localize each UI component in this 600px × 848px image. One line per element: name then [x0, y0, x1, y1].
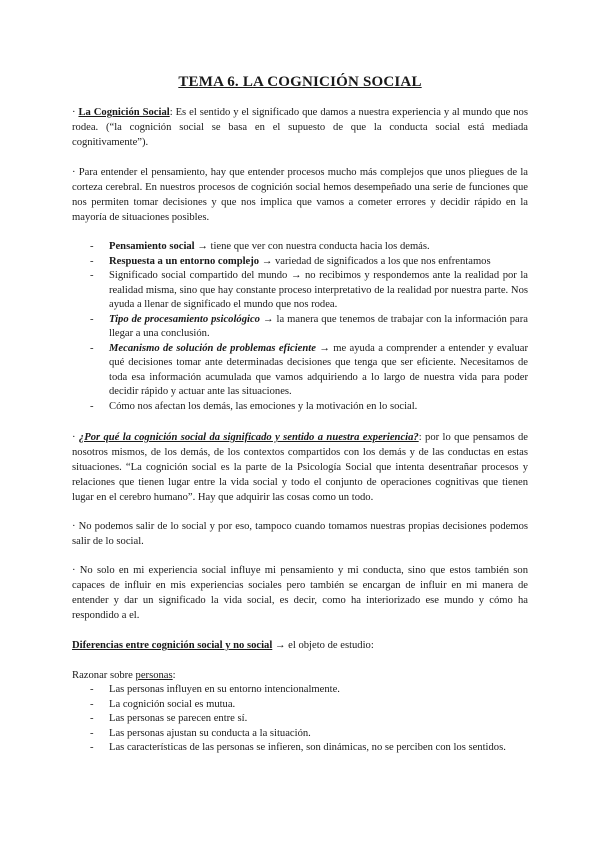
dash-marker: - [90, 713, 94, 724]
list-item [90, 698, 528, 713]
razonar-lead: Razonar sobre [72, 670, 136, 681]
list-item [90, 342, 528, 400]
list-item-term: Respuesta a un entorno complejo [109, 255, 260, 267]
dash-marker: - [90, 255, 94, 267]
list-item-text: Cómo nos afectan los demás, las emociones y la motivación en lo social. [109, 400, 418, 412]
list-item-term: Tipo de procesamiento psicológico [109, 313, 260, 325]
list-item-term: Pensamiento social [109, 241, 195, 252]
paragraph-diferencias [72, 638, 528, 653]
dash-marker: - [90, 742, 94, 753]
list-item [90, 240, 528, 255]
list-item [90, 313, 528, 342]
features-list [72, 240, 528, 414]
list-item [90, 712, 528, 727]
list-item [90, 255, 528, 270]
list-item-text: → tiene que ver con nuestra conducta hacia los demás. [194, 241, 430, 252]
dash-marker: - [90, 400, 94, 412]
diferencias-heading: Diferencias entre cognición social y no social [72, 640, 273, 651]
persons-list [72, 683, 528, 756]
list-item-text: → me ayuda a comprender a entender y evaluar qué decisiones tomar ante determinadas decisiones que tenga que ser eficiente. Necesitamos de toda esa información acumulada que vamos adquiriendo a lo largo de nuestra vida para poder decidir rápido y actuar ante las situaciones. [109, 342, 528, 397]
paragraph-no-salir: · No podemos salir de lo social y por eso, tampoco cuando tomamos nuestras propias decisiones podemos salir de lo social. [72, 521, 528, 547]
bullet-dot: · [72, 432, 79, 443]
definition-text: : Es el sentido y el significado que damos a nuestra experiencia y al mundo que nos rodea. (“la cognición social se basa en el supuesto de que la conducta social está mediada cognitivamente”). [72, 107, 528, 148]
list-item [90, 400, 528, 415]
list-item-text: La cognición social es mutua. [109, 698, 236, 710]
list-item [90, 683, 528, 698]
list-item [90, 269, 528, 313]
question-heading: ¿Por qué la cognición social da significado y sentido a nuestra experiencia? [78, 432, 419, 443]
paragraph-influencia: · No solo en mi experiencia social influye mi pensamiento y mi conducta, sino que estos también son capaces de influir en mis experiencias sociales pero también se encargan de influir en mi manera de entender y dar un significado la vida social, es decir, como ha interiorizado ese mundo y cómo ha respondido a el. [72, 565, 528, 621]
list-item-text: → la manera que tenemos de trabajar con la información para llegar a una conclusión. [109, 313, 528, 339]
list-item-term: Mecanismo de solución de problemas eficiente [109, 342, 316, 354]
list-item-text: → variedad de significados a los que nos enfrentamos [259, 255, 491, 267]
diferencias-text: → el objeto de estudio: [272, 640, 374, 651]
list-item [90, 727, 528, 742]
list-item-text: Las personas se parecen entre sí. [109, 713, 248, 724]
dash-marker: - [90, 270, 94, 281]
dash-marker: - [90, 698, 94, 710]
list-item-text: Las personas influyen en su entorno intencionalmente. [109, 684, 340, 695]
dash-marker: - [90, 342, 94, 354]
document-title: TEMA 6. LA COGNICIÓN SOCIAL [178, 74, 422, 90]
paragraph-question [72, 430, 528, 505]
list-item [90, 741, 528, 756]
dash-marker: - [90, 684, 94, 695]
dash-marker: - [90, 241, 94, 252]
term-personas: personas [135, 670, 173, 681]
bullet-dot: · [72, 107, 79, 118]
list-item-text: Las características de las personas se infieren, son dinámicas, no se perciben con los sentidos. [109, 742, 506, 753]
dash-marker: - [90, 727, 94, 739]
paragraph-pensamiento: · Para entender el pensamiento, hay que entender procesos mucho más complejos que unos pliegues de la corteza cerebral. En nuestros procesos de cognición social hemos desempeñado una serie de funciones que nos permiten tomar decisiones y que nos implica que vamos a cometer errores y decidir rápido en la mayoría de situaciones posibles. [72, 167, 528, 223]
dash-marker: - [90, 313, 94, 325]
paragraph-definition [72, 105, 528, 150]
razonar-colon: : [172, 670, 176, 681]
list-item-text: Significado social compartido del mundo → no recibimos y respondemos ante la realidad por la realidad misma, sino que hay constante proceso interpretativo de la realidad por nuestra parte. Nos ayuda a llenar de significado el mundo que nos rodea. [109, 270, 528, 310]
question-answer-text: : por lo que pensamos de nosotros mismos, de los demás, de los contextos compartidos con los demás y de las conductas en estas situaciones. “La cognición social es la parte de la Psicología Social que intenta desentrañar procesos y relaciones que tienen lugar entre la vida social y todo el conjunto de operaciones cognitivas que tienen lugar en el cerebro humano”. Hay que adquirir las cosas como un todo. [72, 432, 528, 503]
paragraph-razonar [72, 668, 528, 683]
term-cognicion-social: La Cognición Social [78, 107, 170, 118]
list-item-text: Las personas ajustan su conducta a la situación. [109, 727, 311, 739]
